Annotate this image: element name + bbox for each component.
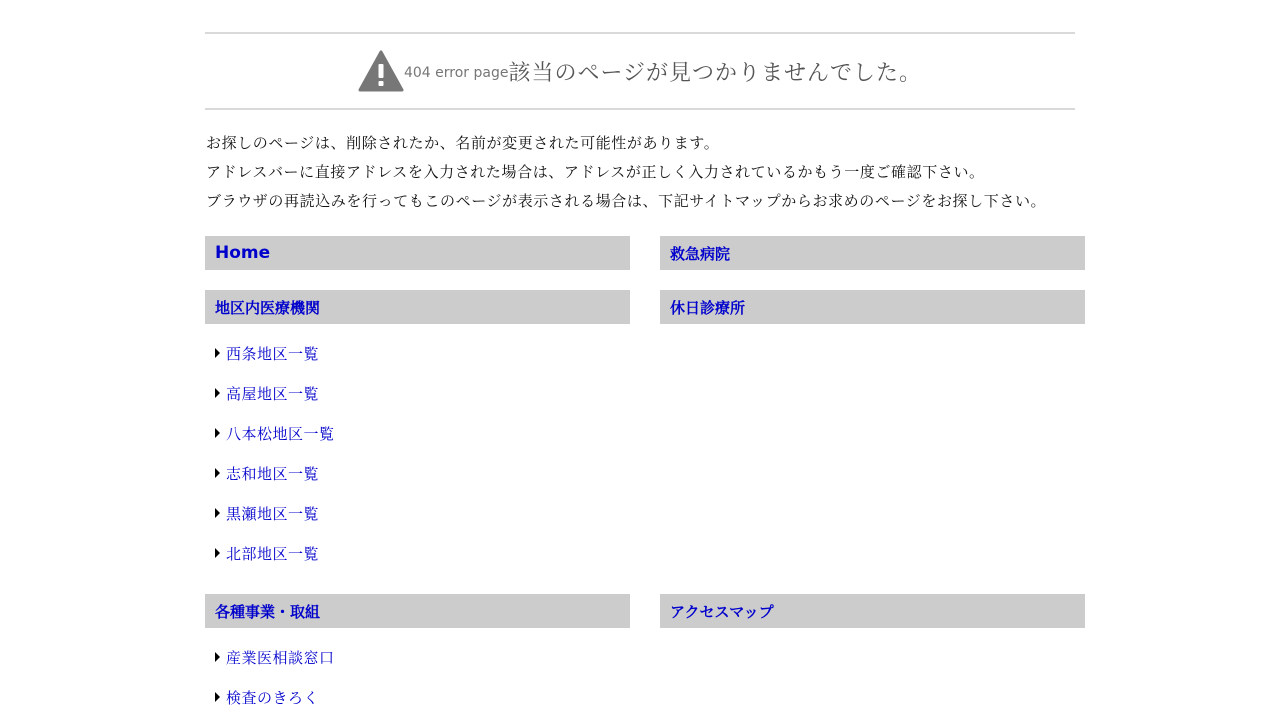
list-item: [215, 637, 335, 677]
sitemap-section-projects: [205, 594, 630, 628]
sitemap-section-access: [660, 594, 1085, 628]
access-map-link[interactable]: アクセスマップ: [670, 602, 774, 621]
list-item: [215, 677, 335, 717]
list-item: [215, 533, 335, 573]
home-link[interactable]: Home: [215, 243, 271, 263]
district-list: [215, 333, 335, 573]
hachihonmatsu-district-link[interactable]: 八本松地区一覧: [226, 424, 335, 443]
message-line: ブラウザの再読込みを行ってもこのページが表示される場合は、下記サイトマップからお求めのページをお探し下さい。: [206, 192, 1047, 210]
saijo-district-link[interactable]: 西条地区一覧: [226, 344, 320, 363]
kurose-district-link[interactable]: 黒瀬地区一覧: [226, 504, 320, 523]
projects-list: [215, 637, 335, 717]
sitemap-section-district: [205, 290, 630, 324]
caret-right-icon: [215, 508, 220, 518]
caret-right-icon: [215, 428, 220, 438]
sitemap-section-emergency: [660, 236, 1085, 270]
error-header: [205, 32, 1075, 110]
error-message: [206, 130, 1086, 217]
caret-right-icon: [215, 388, 220, 398]
caret-right-icon: [215, 468, 220, 478]
occupational-physician-link[interactable]: 産業医相談窓口: [226, 648, 335, 667]
list-item: [215, 333, 335, 373]
hokubu-district-link[interactable]: 北部地区一覧: [226, 544, 320, 563]
projects-link[interactable]: 各種事業・取組: [215, 602, 321, 621]
warning-icon: [358, 50, 404, 92]
message-line: お探しのページは、削除されたか、名前が変更された可能性があります。: [206, 134, 720, 152]
shiwa-district-link[interactable]: 志和地区一覧: [226, 464, 320, 483]
caret-right-icon: [215, 348, 220, 358]
holiday-clinic-link[interactable]: 休日診療所: [670, 298, 746, 317]
caret-right-icon: [215, 652, 220, 662]
caret-right-icon: [215, 548, 220, 558]
list-item: [215, 453, 335, 493]
sitemap-section-holiday: [660, 290, 1085, 324]
district-medical-link[interactable]: 地区内医療機関: [215, 298, 321, 317]
page-title: 該当のページが見つかりませんでした。: [508, 60, 923, 86]
emergency-hospital-link[interactable]: 救急病院: [670, 244, 731, 263]
list-item: [215, 493, 335, 533]
list-item: [215, 413, 335, 453]
error-code: 404 error page: [403, 65, 509, 81]
caret-right-icon: [215, 692, 220, 702]
list-item: [215, 373, 335, 413]
takaya-district-link[interactable]: 高屋地区一覧: [226, 384, 320, 403]
sitemap-section-home: [205, 236, 630, 270]
exam-record-link[interactable]: 検査のきろく: [226, 688, 320, 707]
message-line: アドレスバーに直接アドレスを入力された場合は、アドレスが正しく入力されているかもう一度ご確認下さい。: [206, 163, 985, 181]
